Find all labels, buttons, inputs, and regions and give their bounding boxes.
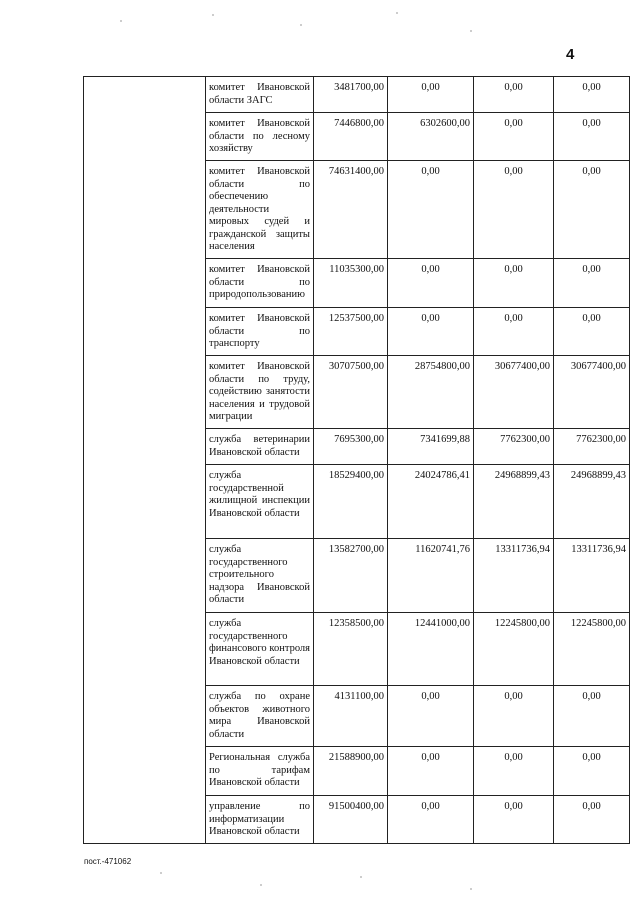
row-name: служба государственного финансового контроля Ивановской области	[206, 613, 314, 686]
row-value-1: 13582700,00	[314, 539, 388, 613]
row-name: комитет Ивановской области ЗАГС	[206, 77, 314, 113]
row-value-1: 74631400,00	[314, 161, 388, 259]
row-name: комитет Ивановской области по природопользованию	[206, 259, 314, 308]
empty-left-column	[84, 77, 206, 844]
row-value-4: 24968899,43	[554, 465, 630, 539]
scan-speck	[212, 14, 214, 16]
row-value-3: 0,00	[474, 161, 554, 259]
scan-speck	[120, 20, 122, 22]
row-value-4: 0,00	[554, 686, 630, 747]
row-value-4: 30677400,00	[554, 356, 630, 429]
row-value-1: 30707500,00	[314, 356, 388, 429]
row-value-1: 91500400,00	[314, 796, 388, 844]
row-value-4: 0,00	[554, 259, 630, 308]
row-value-3: 0,00	[474, 747, 554, 796]
row-value-2: 6302600,00	[388, 113, 474, 161]
row-value-1: 7695300,00	[314, 429, 388, 465]
row-value-3: 7762300,00	[474, 429, 554, 465]
page-number: 4	[566, 46, 575, 63]
row-value-2: 0,00	[388, 161, 474, 259]
row-name: комитет Ивановской области по лесному хозяйству	[206, 113, 314, 161]
scan-speck	[300, 24, 302, 26]
row-name: служба государственной жилищной инспекции Ивановской области	[206, 465, 314, 539]
row-value-4: 0,00	[554, 77, 630, 113]
row-name: комитет Ивановской области по обеспечению деятельности мировых судей и гражданской защиты населения	[206, 161, 314, 259]
row-name: управление по информатизации Ивановской области	[206, 796, 314, 844]
row-name: служба по охране объектов животного мира Ивановской области	[206, 686, 314, 747]
row-value-2: 0,00	[388, 796, 474, 844]
scan-speck	[160, 872, 162, 874]
scan-speck	[470, 888, 472, 890]
scan-speck	[396, 12, 398, 14]
row-value-3: 0,00	[474, 686, 554, 747]
row-name: комитет Ивановской области по транспорту	[206, 308, 314, 356]
row-value-4: 0,00	[554, 113, 630, 161]
row-value-3: 12245800,00	[474, 613, 554, 686]
row-value-4: 13311736,94	[554, 539, 630, 613]
row-name: служба государственного строительного надзора Ивановской области	[206, 539, 314, 613]
scan-speck	[360, 876, 362, 878]
row-value-4: 0,00	[554, 747, 630, 796]
row-value-2: 0,00	[388, 308, 474, 356]
row-value-4: 7762300,00	[554, 429, 630, 465]
row-value-3: 0,00	[474, 796, 554, 844]
row-value-3: 0,00	[474, 113, 554, 161]
table-row	[84, 77, 630, 113]
row-value-2: 11620741,76	[388, 539, 474, 613]
row-value-3: 0,00	[474, 308, 554, 356]
row-value-1: 18529400,00	[314, 465, 388, 539]
footer-document-code: пост.-471062	[84, 857, 132, 866]
row-value-2: 28754800,00	[388, 356, 474, 429]
budget-table-body	[84, 77, 630, 844]
row-value-1: 11035300,00	[314, 259, 388, 308]
row-value-2: 24024786,41	[388, 465, 474, 539]
row-value-3: 24968899,43	[474, 465, 554, 539]
row-name: Региональная служба по тарифам Ивановской области	[206, 747, 314, 796]
row-value-1: 12358500,00	[314, 613, 388, 686]
scan-speck	[260, 884, 262, 886]
row-value-3: 13311736,94	[474, 539, 554, 613]
row-value-4: 0,00	[554, 796, 630, 844]
budget-table	[83, 76, 630, 844]
row-value-1: 7446800,00	[314, 113, 388, 161]
row-value-3: 30677400,00	[474, 356, 554, 429]
row-value-2: 0,00	[388, 747, 474, 796]
row-name: служба ветеринарии Ивановской области	[206, 429, 314, 465]
row-value-3: 0,00	[474, 77, 554, 113]
row-name: комитет Ивановской области по труду, содействию занятости населения и трудовой миграции	[206, 356, 314, 429]
scan-speck	[470, 30, 472, 32]
row-value-1: 3481700,00	[314, 77, 388, 113]
row-value-2: 0,00	[388, 259, 474, 308]
row-value-4: 0,00	[554, 308, 630, 356]
row-value-1: 4131100,00	[314, 686, 388, 747]
row-value-2: 7341699,88	[388, 429, 474, 465]
row-value-4: 12245800,00	[554, 613, 630, 686]
row-value-3: 0,00	[474, 259, 554, 308]
row-value-2: 0,00	[388, 77, 474, 113]
row-value-1: 12537500,00	[314, 308, 388, 356]
row-value-2: 0,00	[388, 686, 474, 747]
row-value-4: 0,00	[554, 161, 630, 259]
row-value-2: 12441000,00	[388, 613, 474, 686]
row-value-1: 21588900,00	[314, 747, 388, 796]
